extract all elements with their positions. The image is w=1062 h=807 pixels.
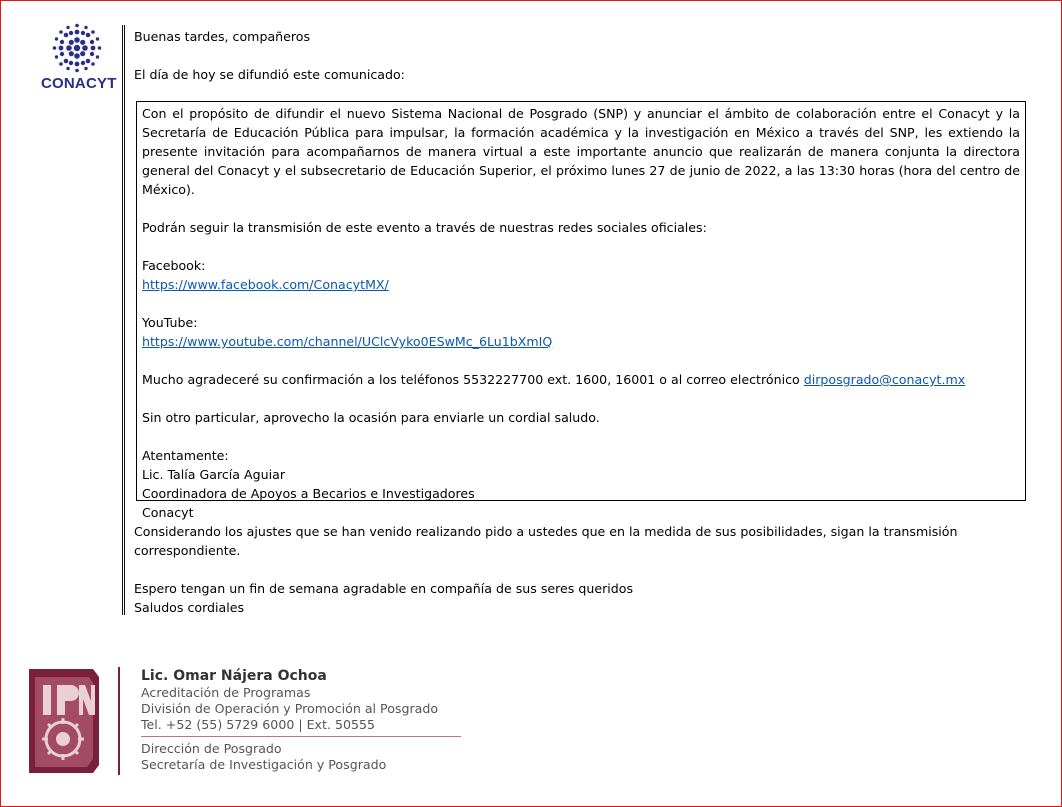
email-intro (134, 27, 1034, 84)
notice-paragraph-2: Podrán seguir la transmisión de este evento a través de nuestras redes sociales oficiales: (142, 220, 707, 235)
signature-details (141, 667, 461, 773)
email-closing (134, 522, 1034, 617)
signature-division: División de Operación y Promoción al Posgrado (141, 701, 439, 716)
closing-text: Sin otro particular, aprovecho la ocasión para enviarle un cordial saludo. (142, 410, 600, 425)
quote-divider (122, 25, 125, 615)
greeting-text: Buenas tardes, compañeros (134, 29, 311, 44)
confirmation-text (142, 370, 1020, 389)
youtube-link[interactable]: https://www.youtube.com/channel/UClcVyko0ESwMc_6Lu1bXmIQ (142, 334, 553, 349)
facebook-label: Facebook: (142, 258, 206, 273)
ipn-logo-icon (23, 663, 105, 779)
signature-direction: Dirección de Posgrado (141, 741, 282, 756)
signature-phone: Tel. +52 (55) 5729 6000 | Ext. 50555 (141, 717, 376, 732)
sign-off: Atentamente: (142, 448, 229, 463)
conacyt-logo-text: CONACYT (41, 75, 117, 92)
intro-text: El día de hoy se difundió este comunicado: (134, 67, 405, 82)
facebook-link[interactable]: https://www.facebook.com/ConacytMX/ (142, 277, 389, 292)
email-link[interactable]: dirposgrado@conacyt.mx (803, 372, 966, 387)
signature-secretariat: Secretaría de Investigación y Posgrado (141, 757, 387, 772)
email-signature (23, 663, 483, 783)
conacyt-dots-icon (52, 23, 102, 73)
signer-title: Coordinadora de Apoyos a Becarios e Investigadores (142, 486, 475, 501)
conacyt-logo (37, 23, 117, 95)
confirmation-text-body: Mucho agradeceré su confirmación a los teléfonos 5532227700 ext. 1600, 16001 o al correo electrónico (142, 372, 804, 387)
signature-rule (141, 736, 461, 737)
youtube-label: YouTube: (142, 315, 198, 330)
signature-divider (118, 667, 120, 775)
closing-line-1: Considerando los ajustes que se han venido realizando pido a ustedes que en la medida de sus posibilidades, sigan la transmisión correspondiente. (134, 524, 958, 558)
signer-name: Lic. Talía García Aguiar (142, 467, 285, 482)
closing-line-3: Saludos cordiales (134, 600, 245, 615)
signature-name: Lic. Omar Nájera Ochoa (141, 668, 327, 684)
closing-line-2: Espero tengan un fin de semana agradable en compañía de sus seres queridos (134, 581, 634, 596)
signature-role: Acreditación de Programas (141, 685, 311, 700)
notice-paragraph-1: Con el propósito de difundir el nuevo Sistema Nacional de Posgrado (SNP) y anunciar el ámbito de colaboración entre el Conacyt y la Secretaría de Educación Pública para impulsar, la formación académica y la investigación en México a través del SNP, les extiendo la presente invitación para acompañarnos de manera virtual a este importante anuncio que realizarán de manera conjunta la directora general del Conacyt y el subsecretario de Educación Superior, el próximo lunes 27 de junio de 2022, a las 13:30 horas (hora del centro de México). (142, 106, 1020, 197)
signer-org: Conacyt (142, 505, 194, 520)
notice-content (142, 104, 1020, 522)
